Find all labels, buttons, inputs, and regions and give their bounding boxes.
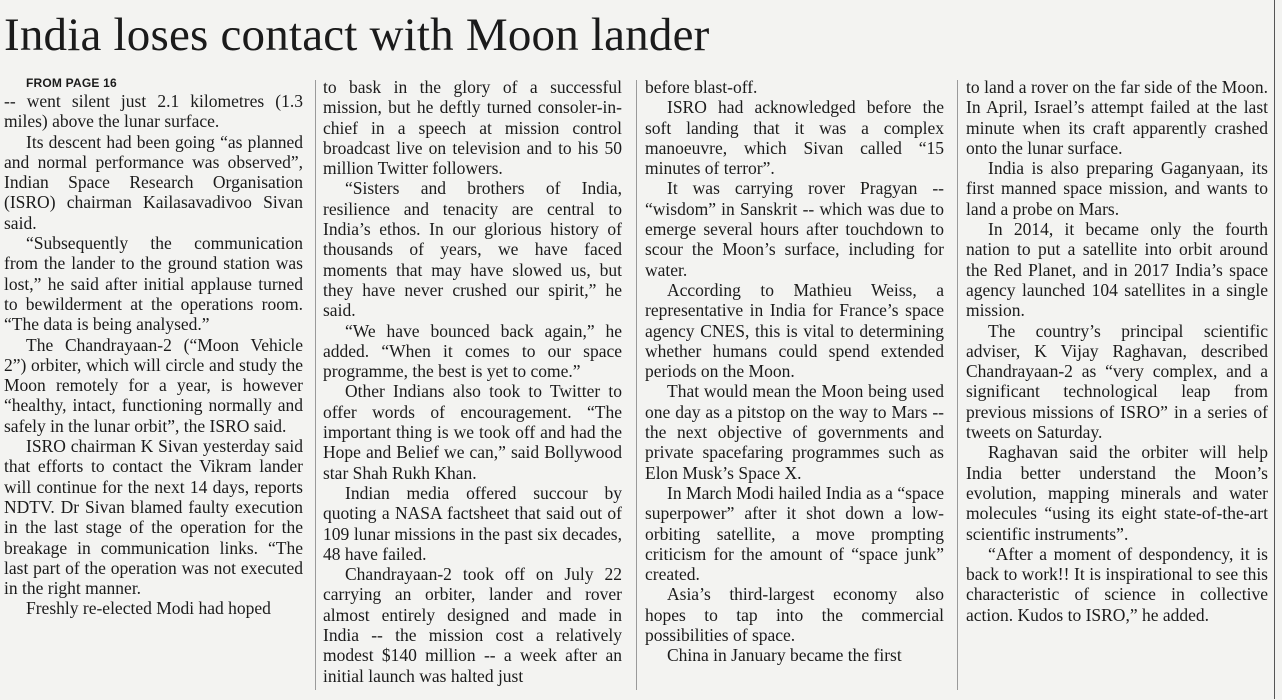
- paragraph: The country’s principal scientific adviser, K Vijay Raghavan, described Chandrayaan-2 as “very complex, and a significant technological leap from previous missions of ISRO” in a series of tweets on Saturday.: [966, 320, 1268, 443]
- article-column-2: [323, 77, 622, 700]
- paragraph: -- went silent just 2.1 kilometres (1.3 miles) above the lunar surface.: [4, 91, 303, 132]
- article-body: [0, 76, 1282, 699]
- article-column-4: [966, 77, 1268, 700]
- paragraph: to land a rover on the far side of the Moon. In April, Israel’s attempt failed at the last minute when its craft apparently crashed onto the lunar surface.: [966, 77, 1268, 158]
- paragraph: “After a moment of despondency, it is back to work!! It is inspirational to see this characteristic of science in collective action. Kudos to ISRO,” he added.: [966, 543, 1268, 625]
- paragraph: “Subsequently the communication from the lander to the ground station was lost,” he said after initial applause turned to bewilderment at the operations room. “The data is being analysed.”: [4, 233, 303, 335]
- paragraph: before blast-off.: [645, 77, 758, 97]
- paragraph: In March Modi hailed India as a “space superpower” after it shot down a low-orbiting satellite, a move prompting criticism for the amount of “space junk” created.: [645, 482, 944, 585]
- paragraph: Chandrayaan-2 took off on July 22 carrying an orbiter, lander and rover almost entirely designed and made in India -- the mission cost a relatively modest $140 million -- a week after an initial launch was halted just: [323, 564, 622, 686]
- paragraph: It was carrying rover Pragyan -- “wisdom” in Sanskrit -- which was due to emerge several hours after touchdown to scour the Moon’s surface, including for water.: [645, 178, 944, 280]
- paragraph: Indian media offered succour by quoting a NASA factsheet that said out of 109 lunar missions in the past six decades, 48 have failed.: [323, 482, 622, 564]
- dateline: FROM PAGE 16: [26, 76, 117, 90]
- paragraph: Asia’s third-largest economy also hopes to tap into the commercial possibilities of space.: [645, 584, 944, 646]
- paragraph: According to Mathieu Weiss, a representative in India for France’s space agency CNES, this is vital to determining whether humans could spend extended periods on the Moon.: [645, 279, 944, 382]
- paragraph: That would mean the Moon being used one day as a pitstop on the way to Mars -- the next objective of governments and private spacefaring programmes such as Elon Musk’s Space X.: [645, 381, 944, 483]
- paragraph: to bask in the glory of a successful mission, but he deftly turned consoler-in-chief in a speech at mission control broadcast live on television and to his 50 million Twitter followers.: [323, 77, 622, 179]
- paragraph: ISRO chairman K Sivan yesterday said that efforts to contact the Vikram lander will continue for the next 14 days, reports NDTV. Dr Sivan blamed faulty execution in the last stage of the operation for the breakage in communication links. “The last part of the operation was not executed in the right manner.: [4, 436, 303, 599]
- paragraph: “We have bounced back again,” he added. “When it comes to our space programme, the best is yet to come.”: [323, 320, 622, 382]
- headline: India loses contact with Moon lander: [4, 9, 710, 61]
- paragraph: ISRO had acknowledged before the soft landing that it was a complex manoeuvre, which Sivan called “15 minutes of terror”.: [645, 97, 944, 179]
- paragraph: Freshly re-elected Modi had hoped: [26, 598, 271, 619]
- article-column-3: [645, 77, 944, 700]
- paragraph: “Sisters and brothers of India, resilience and tenacity are central to India’s ethos. In our glorious history of thousands of years, we have faced moments that may have slowed us, but they have never crushed our spirit,” he said.: [323, 178, 622, 321]
- paragraph: In 2014, it became only the fourth nation to put a satellite into orbit around the Red Planet, and in 2017 India’s space agency launched 104 satellites in a single mission.: [966, 219, 1268, 321]
- paragraph: Raghavan said the orbiter will help India better understand the Moon’s evolution, mapping minerals and water molecules “using its eight state-of-the-art scientific instruments”.: [966, 442, 1268, 544]
- paragraph: India is also preparing Gaganyaan, its first manned space mission, and wants to land a probe on Mars.: [966, 158, 1268, 219]
- paragraph: Its descent had been going “as planned and normal performance was observed”, Indian Space Research Organisation (ISRO) chairman Kailasavadivoo Sivan said.: [4, 131, 303, 233]
- article-column-1: [4, 76, 303, 699]
- paragraph: The Chandrayaan-2 (“Moon Vehicle 2”) orbiter, which will circle and study the Moon remotely for a year, is however “healthy, intact, functioning normally and safely in the lunar orbit”, the ISRO said.: [4, 334, 303, 436]
- paragraph: Other Indians also took to Twitter to offer words of encouragement. “The important thing is we took off and had the Hope and Belief we can,” said Bollywood star Shah Rukh Khan.: [323, 381, 622, 483]
- paragraph: China in January became the first: [667, 645, 902, 666]
